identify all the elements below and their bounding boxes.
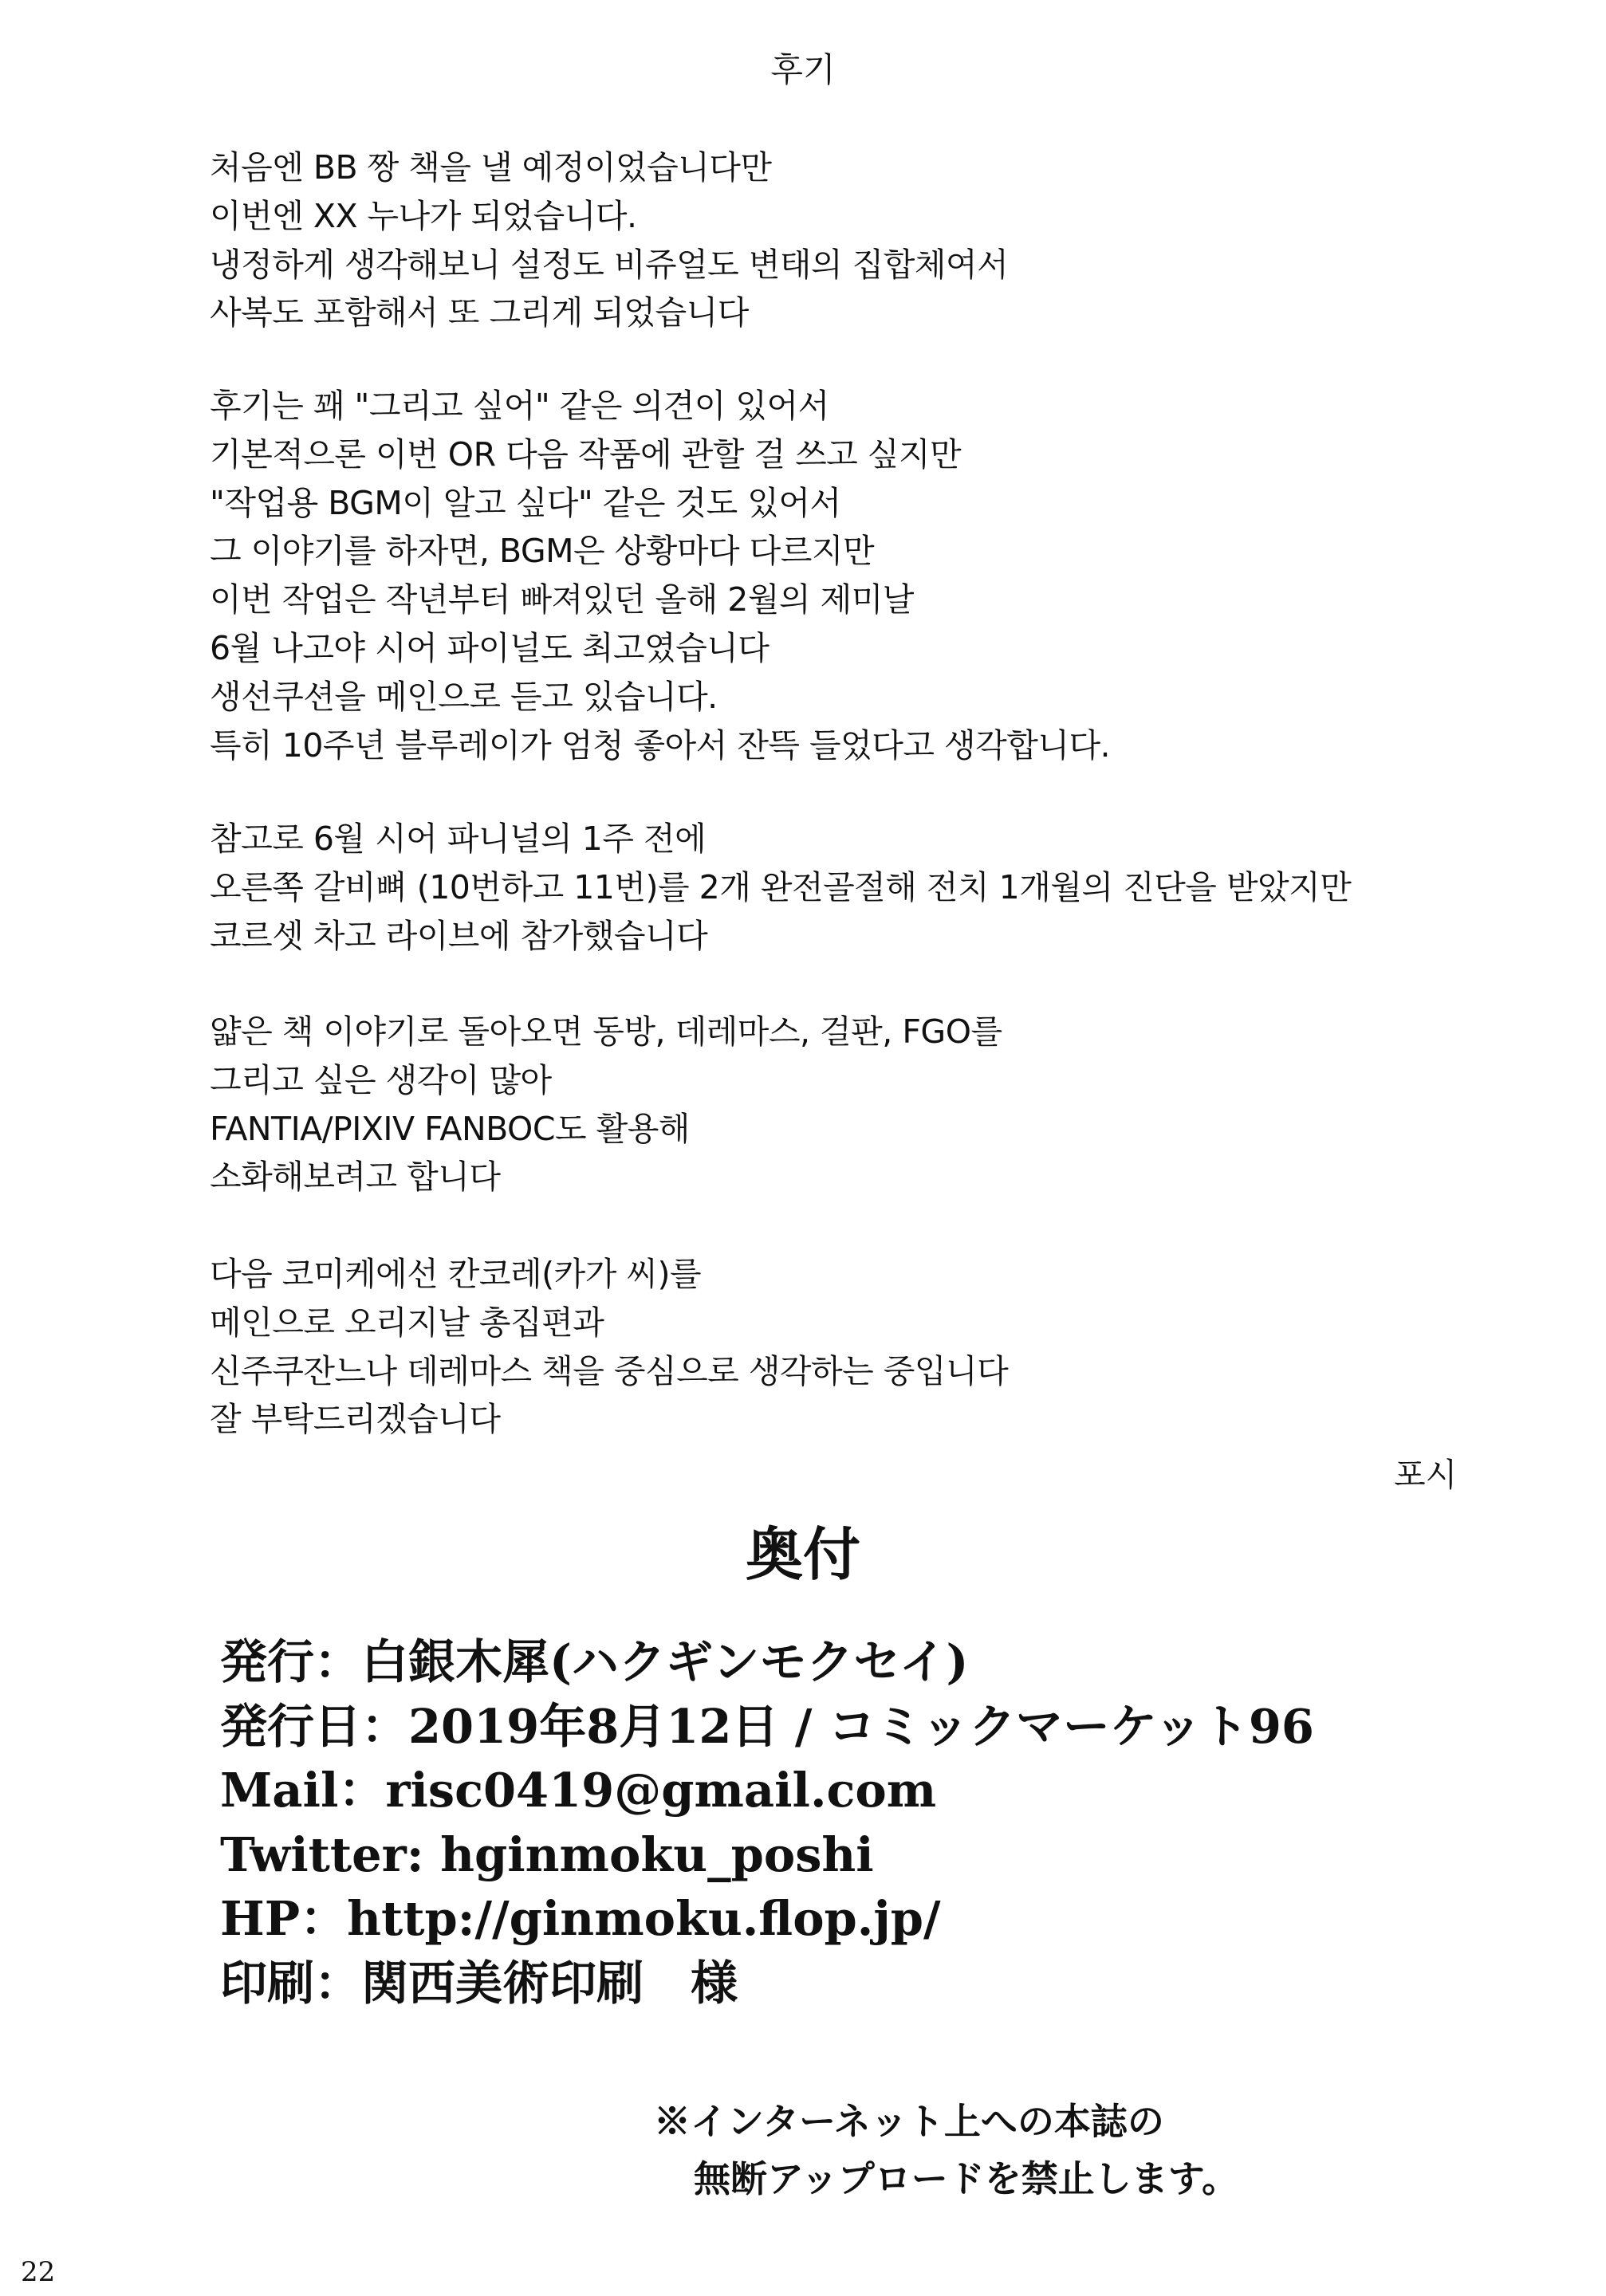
afterword-line: 코르셋 차고 라이브에 참가했습니다	[210, 916, 708, 955]
afterword-line: 잘 부탁드리겠습니다	[210, 1400, 501, 1439]
afterword-line: 특히 10주년 블루레이가 엄청 좋아서 잔뜩 들었다고 생각합니다.	[210, 725, 1111, 765]
colophon-mail: Mail：risc0419@gmail.com	[220, 1763, 937, 1818]
afterword-line: 그 이야기를 하자면, BGM은 상황마다 다르지만	[210, 532, 875, 571]
afterword-line: 6월 나고야 시어 파이널도 최고였습니다	[210, 628, 770, 667]
upload-notice	[654, 2093, 1238, 2208]
afterword-line: 사복도 포함해서 또 그리게 되었습니다	[210, 293, 749, 332]
afterword-line: 다음 코미케에선 칸코레(카가 씨)를	[210, 1255, 702, 1293]
afterword-paragraph-5	[210, 1250, 1008, 1444]
afterword-line: 후기는 꽤 "그리고 싶어" 같은 의견이 있어서	[210, 387, 829, 425]
notice-line-1: ※インターネット上への本誌の	[654, 2100, 1164, 2143]
afterword-line: 참고로 6월 시어 파니널의 1주 전에	[210, 820, 707, 858]
afterword-paragraph-4	[210, 1008, 1002, 1201]
colophon-homepage: HP：http://ginmoku.flop.jp/	[220, 1891, 941, 1946]
afterword-line: "작업용 BGM이 알고 싶다" 같은 것도 있어서	[210, 483, 841, 522]
afterword-line: 소화해보려고 합니다	[210, 1158, 501, 1197]
afterword-paragraph-2	[210, 382, 1110, 769]
colophon-date: 発行日：2019年8月12日 / コミックマーケット96	[220, 1698, 1314, 1754]
afterword-paragraph-3	[210, 815, 1351, 960]
afterword-line: 기본적으론 이번 OR 다음 작품에 관할 걸 쓰고 싶지만	[210, 434, 962, 474]
colophon-twitter: Twitter: hginmoku_poshi	[220, 1826, 874, 1882]
afterword-line: 신주쿠잔느나 데레마스 책을 중심으로 생각하는 중입니다	[210, 1351, 1009, 1390]
afterword-line: 이번엔 XX 누나가 되었습니다.	[210, 196, 637, 235]
afterword-line: FANTIA/PIXIV FANBOC도 활용해	[210, 1109, 690, 1148]
afterword-line: 이번 작업은 작년부터 빠져있던 올해 2월의 제미날	[210, 580, 914, 619]
afterword-title: 후기	[770, 50, 836, 89]
colophon-block	[220, 1630, 1314, 2015]
notice-line-2: 無断アップロードを禁止します。	[694, 2157, 1239, 2200]
colophon-publisher: 発行：白銀木犀(ハクギンモクセイ)	[220, 1634, 969, 1689]
afterword-line: 냉정하게 생각해보니 설정도 비쥬얼도 변태의 집합체여서	[210, 245, 1009, 284]
page-number: 22	[21, 2256, 56, 2288]
colophon-title: 奥付	[745, 1520, 860, 1588]
author-signature: 포시	[1394, 1456, 1458, 1494]
afterword-line: 생선쿠션을 메인으로 듣고 있습니다.	[210, 677, 718, 716]
afterword-line: 얇은 책 이야기로 돌아오면 동방, 데레마스, 걸판, FGO를	[210, 1012, 1002, 1051]
afterword-line: 처음엔 BB 짱 책을 낼 예정이었습니다만	[210, 148, 772, 187]
afterword-paragraph-1	[210, 144, 1008, 337]
afterword-line: 메인으로 오리지날 총집편과	[210, 1303, 604, 1342]
colophon-printer: 印刷：関西美術印刷 様	[220, 1955, 738, 2011]
afterword-line: 그리고 싶은 생각이 많아	[210, 1060, 552, 1099]
afterword-line: 오른쪽 갈비뼈 (10번하고 11번)를 2개 완전골절해 전치 1개월의 진단을 받았지만	[210, 867, 1352, 906]
